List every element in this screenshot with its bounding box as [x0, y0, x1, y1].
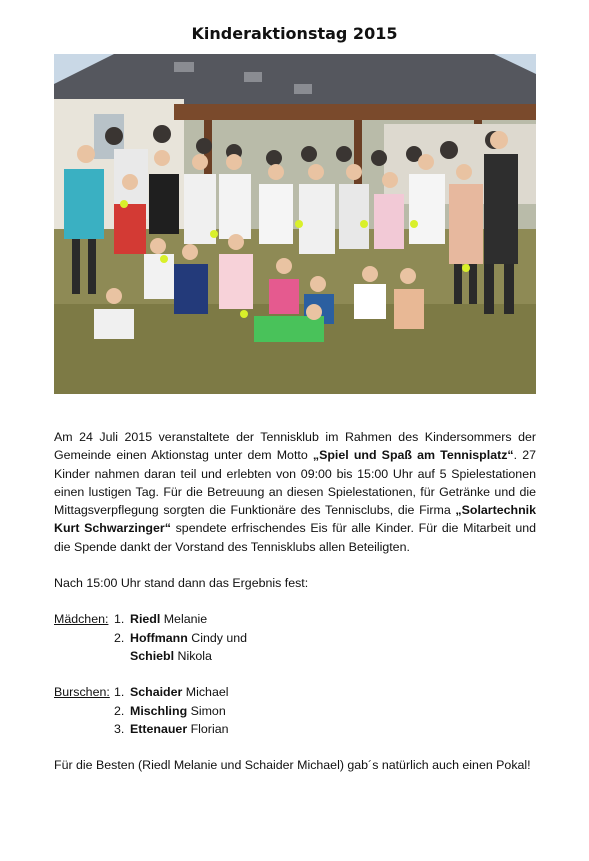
boys-results: [54, 683, 536, 738]
group-photo-icon: [54, 54, 536, 394]
group-photo: [54, 54, 536, 394]
list-item: 1. Schaider Michael: [114, 685, 229, 700]
list-item: 2. Hoffmann Cindy und: [114, 630, 248, 645]
result-line: Nach 15:00 Uhr stand dann das Ergebnis fest:: [54, 576, 309, 591]
article-body: [54, 428, 536, 774]
intro-text-3: spendete erfrischendes Eis für alle Kinder. Für die Mitarbeit und die Spende dankt der Vorstand des Tennisklubs allen Beteiligten.: [54, 521, 536, 554]
list-item: Schiebl Nikola: [130, 648, 212, 663]
intro-text-2: . 27 Kinder nahmen daran teil und erlebten von 09:00 bis 15:00 Uhr auf 5 Spielestationen einen lustigen Tag. Für die Betreuung an diesen Spielestationen, für Getränke und die Mittagsverpflegung sorgten die Funktionäre des Tennisclubs, die Firma: [54, 448, 536, 518]
girls-label: Mädchen:: [54, 612, 109, 627]
intro-paragraph: [54, 428, 536, 556]
closing-paragraph: Für die Besten (Riedl Melanie und Schaider Michael) gab´s natürlich auch einen Pokal!: [54, 758, 531, 773]
sponsor-name: „Solartechnik Kurt Schwarzinger“: [54, 503, 536, 536]
boys-label: Burschen:: [54, 685, 110, 700]
list-item: 2. Mischling Simon: [114, 703, 226, 718]
motto-text: „Spiel und Spaß am Tennisplatz“: [312, 448, 514, 463]
list-item: 1. Riedl Melanie: [114, 612, 208, 627]
girls-results: [54, 610, 536, 665]
page-title: Kinderaktionstag 2015: [191, 24, 398, 43]
list-item: 3. Ettenauer Florian: [114, 721, 229, 736]
intro-text-1: Am 24 Juli 2015 veranstaltete der Tennisklub im Rahmen des Kindersommers der Gemeinde einen Aktionstag unter dem Motto: [54, 430, 536, 463]
